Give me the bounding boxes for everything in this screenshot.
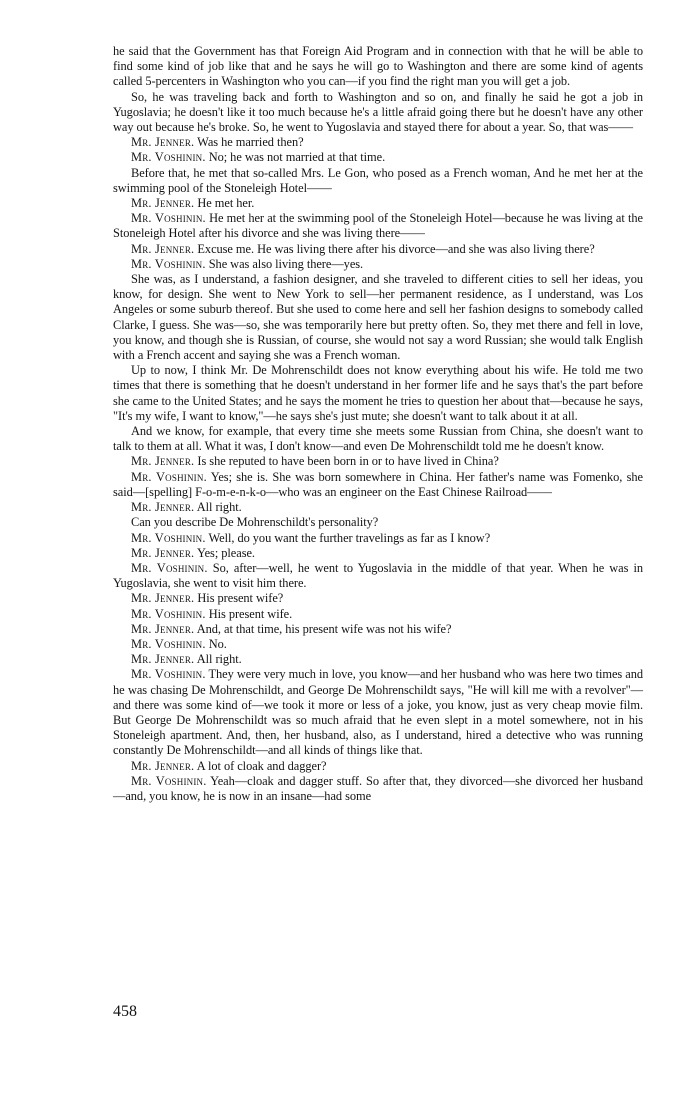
speaker-name: Mr. Voshinin. (131, 150, 206, 165)
speaker-name: Mr. Voshinin. (131, 469, 207, 484)
paragraph (113, 774, 643, 804)
paragraph (113, 607, 643, 622)
paragraph (113, 196, 643, 211)
paragraph (113, 591, 643, 606)
speaker-name: Mr. Jenner. (131, 241, 195, 256)
paragraph-text: Is she reputed to have been born in or to have lived in China? (197, 454, 499, 469)
paragraph-text: His present wife. (208, 606, 293, 621)
paragraph (113, 150, 643, 165)
speaker-name: Mr. Voshinin. (131, 606, 206, 621)
speaker-name: Mr. Jenner. (131, 758, 195, 773)
paragraph-text: All right. (196, 652, 242, 667)
paragraph (113, 622, 643, 637)
paragraph-text: He met her at the swimming pool of the Stoneleigh Hotel—because he was living at the Stoneleigh Hotel after his divorce and she was living there—— (113, 211, 643, 241)
paragraph (113, 44, 643, 90)
paragraph (113, 211, 643, 241)
paragraph-text: And we know, for example, that every time she meets some Russian from China, she doesn't want to talk to them at all. What it was, I don't know—and even De Mohrenschildt told me he doesn't know. (113, 424, 643, 454)
speaker-name: Mr. Jenner. (131, 500, 195, 515)
speaker-name: Mr. Jenner. (131, 621, 195, 636)
paragraph (113, 546, 643, 561)
speaker-name: Mr. Voshinin. (131, 560, 208, 575)
speaker-name: Mr. Jenner. (131, 652, 195, 667)
paragraph (113, 135, 643, 150)
speaker-name: Mr. Voshinin. (131, 530, 206, 545)
speaker-name: Mr. Jenner. (131, 591, 195, 606)
paragraph (113, 363, 643, 424)
paragraph-text: Well, do you want the further travelings as far as I know? (208, 530, 491, 545)
paragraph-text: No. (208, 636, 227, 651)
paragraph (113, 272, 643, 363)
paragraph-text: he said that the Government has that Foreign Aid Program and in connection with that he will be able to find some kind of job like that and he says he will go to Washington and there are some kind of agents called 5-percenters in Washington who you can—if you find the right man you will get a job. (113, 44, 643, 89)
paragraph-text: A lot of cloak and dagger? (196, 758, 327, 773)
paragraph (113, 257, 643, 272)
paragraph-text: And, at that time, his present wife was not his wife? (196, 621, 452, 636)
page-number: 458 (113, 1003, 137, 1020)
speaker-name: Mr. Voshinin. (131, 773, 207, 788)
paragraph-text: So, he was traveling back and forth to Washington and so on, and finally he said he got a job in Yugoslavia; he doesn't like it too much because he's a little afraid going there but he doesn't have any other way out because he's broke. So, he went to Yugoslavia and stayed there for about a year. So, that was—— (113, 89, 643, 135)
paragraph (113, 90, 643, 136)
paragraph-text: So, after—well, he went to Yugoslavia in the middle of that year. When he was in Yugoslavia, she went to visit him there. (113, 560, 643, 591)
speaker-name: Mr. Jenner. (131, 135, 195, 150)
paragraph-text: No; he was not married at that time. (208, 150, 386, 165)
speaker-name: Mr. Jenner. (131, 545, 195, 560)
paragraph-text: She was, as I understand, a fashion designer, and she traveled to different cities to sell her ideas, you know, for design. She went to New York to sell—her permanent residence, as I understand, was Los Angeles or some suburb thereof. But she used to come here and sell her fashion designs to somebody called Clarke, I guess. She was—so, she was temporarily here but pretty often. So, they met there and fell in love, you know, and though she is Russian, of course, she would not say a word Russian; she would talk English with a French accent and saying she was a French woman. (113, 272, 643, 363)
paragraph-text: Yes; she is. She was born somewhere in China. Her father's name was Fomenko, she said—[spelling] F-o-m-e-n-k-o—who was an engineer on the East Chinese Railroad—— (113, 469, 644, 499)
paragraph (113, 500, 643, 515)
speaker-name: Mr. Voshinin. (131, 211, 206, 226)
paragraph (113, 667, 643, 758)
paragraph-text: His present wife? (197, 591, 284, 606)
speaker-name: Mr. Voshinin. (131, 256, 206, 271)
paragraph (113, 454, 643, 469)
paragraph (113, 470, 643, 500)
paragraph (113, 242, 643, 257)
paragraph (113, 531, 643, 546)
paragraph-text: They were very much in love, you know—and her husband who was here two times and he was chasing De Mohrenschildt, and George De Mohrenschildt says, "He will kill me with a revolver"—and there was some kind of—we took it more or less of a joke, you know, just as very cheap movie film. But George De Mohrenschildt was so much afraid that he even slept in a motel somewhere, not in his Stoneleigh apartment. And, then, her husband, also, as I understand, hired a detective who was running constantly De Mohrenschildt—and all kinds of things like that. (113, 667, 644, 758)
paragraph-text: All right. (196, 500, 242, 515)
speaker-name: Mr. Voshinin. (131, 667, 206, 682)
paragraph-text: Was he married then? (197, 135, 304, 150)
paragraph (113, 515, 643, 530)
paragraph-text: Yes; please. (196, 545, 255, 560)
paragraph-text: Yeah—cloak and dagger stuff. So after that, they divorced—she divorced her husband—and, you know, he is now in an insane—had some (113, 773, 643, 803)
paragraph (113, 637, 643, 652)
speaker-name: Mr. Voshinin. (131, 636, 206, 651)
paragraph (113, 561, 643, 591)
paragraph-text: He met her. (197, 196, 255, 211)
paragraph (113, 759, 643, 774)
speaker-name: Mr. Jenner. (131, 196, 195, 211)
paragraph-text: She was also living there—yes. (208, 256, 364, 271)
paragraph-text: Can you describe De Mohrenschildt's personality? (131, 515, 379, 530)
paragraph (113, 424, 643, 454)
transcript-body (113, 44, 643, 804)
paragraph-text: Before that, he met that so-called Mrs. Le Gon, who posed as a French woman, And he met her at the swimming pool of the Stoneleigh Hotel—— (113, 165, 643, 195)
speaker-name: Mr. Jenner. (131, 454, 195, 469)
paragraph (113, 166, 643, 196)
paragraph-text: Up to now, I think Mr. De Mohrenschildt does not know everything about his wife. He told me two times that there is something that he doesn't understand in her former life and he says that's the part before she came to the United States; and he says the moment he tries to question her about that—because he says, "It's my wife, I want to know,"—he says she's just mute; she doesn't want to talk about it at all. (113, 363, 643, 423)
paragraph (113, 652, 643, 667)
paragraph-text: Excuse me. He was living there after his divorce—and she was also living there? (197, 241, 595, 256)
